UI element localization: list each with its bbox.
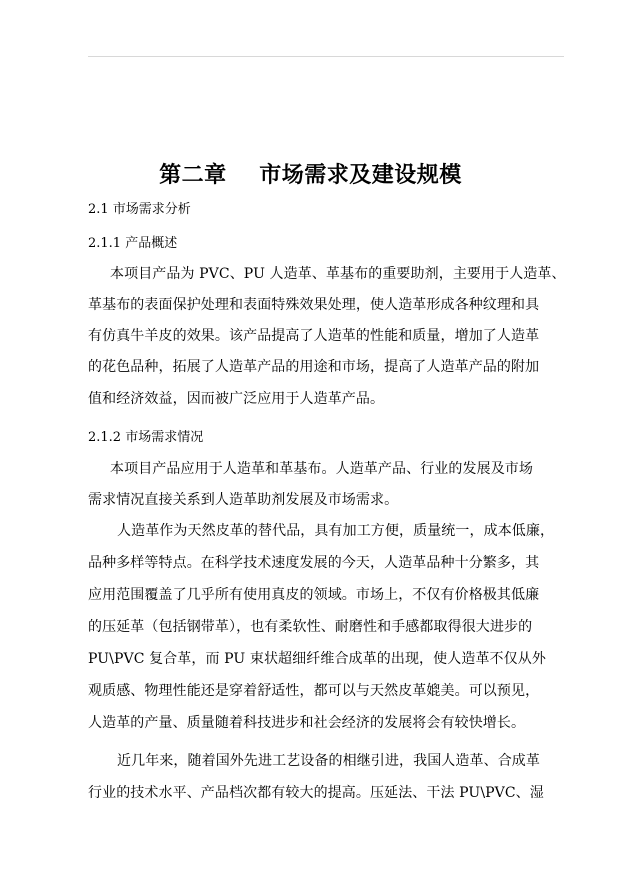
paragraph-line: 的花色品种，拓展了人造革产品的用途和市场，提高了人造革产品的附加 bbox=[88, 359, 540, 375]
section-heading-2-1-2: 2.1.2 市场需求情况 bbox=[88, 430, 204, 445]
paragraph-line: 需求情况直接关系到人造革助剂发展及市场需求。 bbox=[88, 492, 399, 508]
paragraph-line: 人造革的产量、质量随着科技进步和社会经济的发展将会有较快增长。 bbox=[88, 715, 526, 731]
paragraph-line: 应用范围覆盖了几乎所有使用真皮的领域。市场上，不仅有价格极其低廉 bbox=[88, 587, 540, 603]
paragraph-line: 观质感、物理性能还是穿着舒适性，都可以与天然皮革媲美。可以预见， bbox=[88, 683, 540, 699]
chapter-title: 第二章 市场需求及建设规模 bbox=[159, 162, 462, 188]
header-rule bbox=[88, 56, 564, 57]
paragraph-line: 人造革作为天然皮革的替代品，具有加工方便，质量统一，成本低廉， bbox=[117, 523, 555, 539]
section-heading-2-1: 2.1 市场需求分析 bbox=[88, 202, 191, 217]
paragraph-line: 行业的技术水平、产品档次都有较大的提高。压延法、干法 PU\PVC、湿 bbox=[88, 785, 544, 801]
paragraph-line: 近几年来，随着国外先进工艺设备的相继引进，我国人造革、合成革 bbox=[117, 753, 540, 769]
paragraph-line: 本项目产品为 PVC、PU 人造革、革基布的重要助剂，主要用于人造革、 bbox=[110, 266, 566, 282]
paragraph-line: 值和经济效益，因而被广泛应用于人造革产品。 bbox=[88, 391, 385, 407]
paragraph-line: 品种多样等特点。在科学技术速度发展的今天，人造革品种十分繁多，其 bbox=[88, 555, 540, 571]
section-heading-2-1-1: 2.1.1 产品概述 bbox=[88, 236, 178, 251]
paragraph-line: 有仿真牛羊皮的效果。该产品提高了人造革的性能和质量，增加了人造革 bbox=[88, 328, 540, 344]
paragraph-line: 本项目产品应用于人造革和革基布。人造革产品、行业的发展及市场 bbox=[110, 461, 533, 477]
paragraph-line: 革基布的表面保护处理和表面特殊效果处理，使人造革形成各种纹理和具 bbox=[88, 297, 540, 313]
paragraph-line: PU\PVC 复合革，而 PU 束状超细纤维合成革的出现，使人造革不仅从外 bbox=[88, 651, 546, 667]
paragraph-line: 的压延革（包括钢带革），也有柔软性、耐磨性和手感都取得很大进步的 bbox=[88, 619, 533, 635]
